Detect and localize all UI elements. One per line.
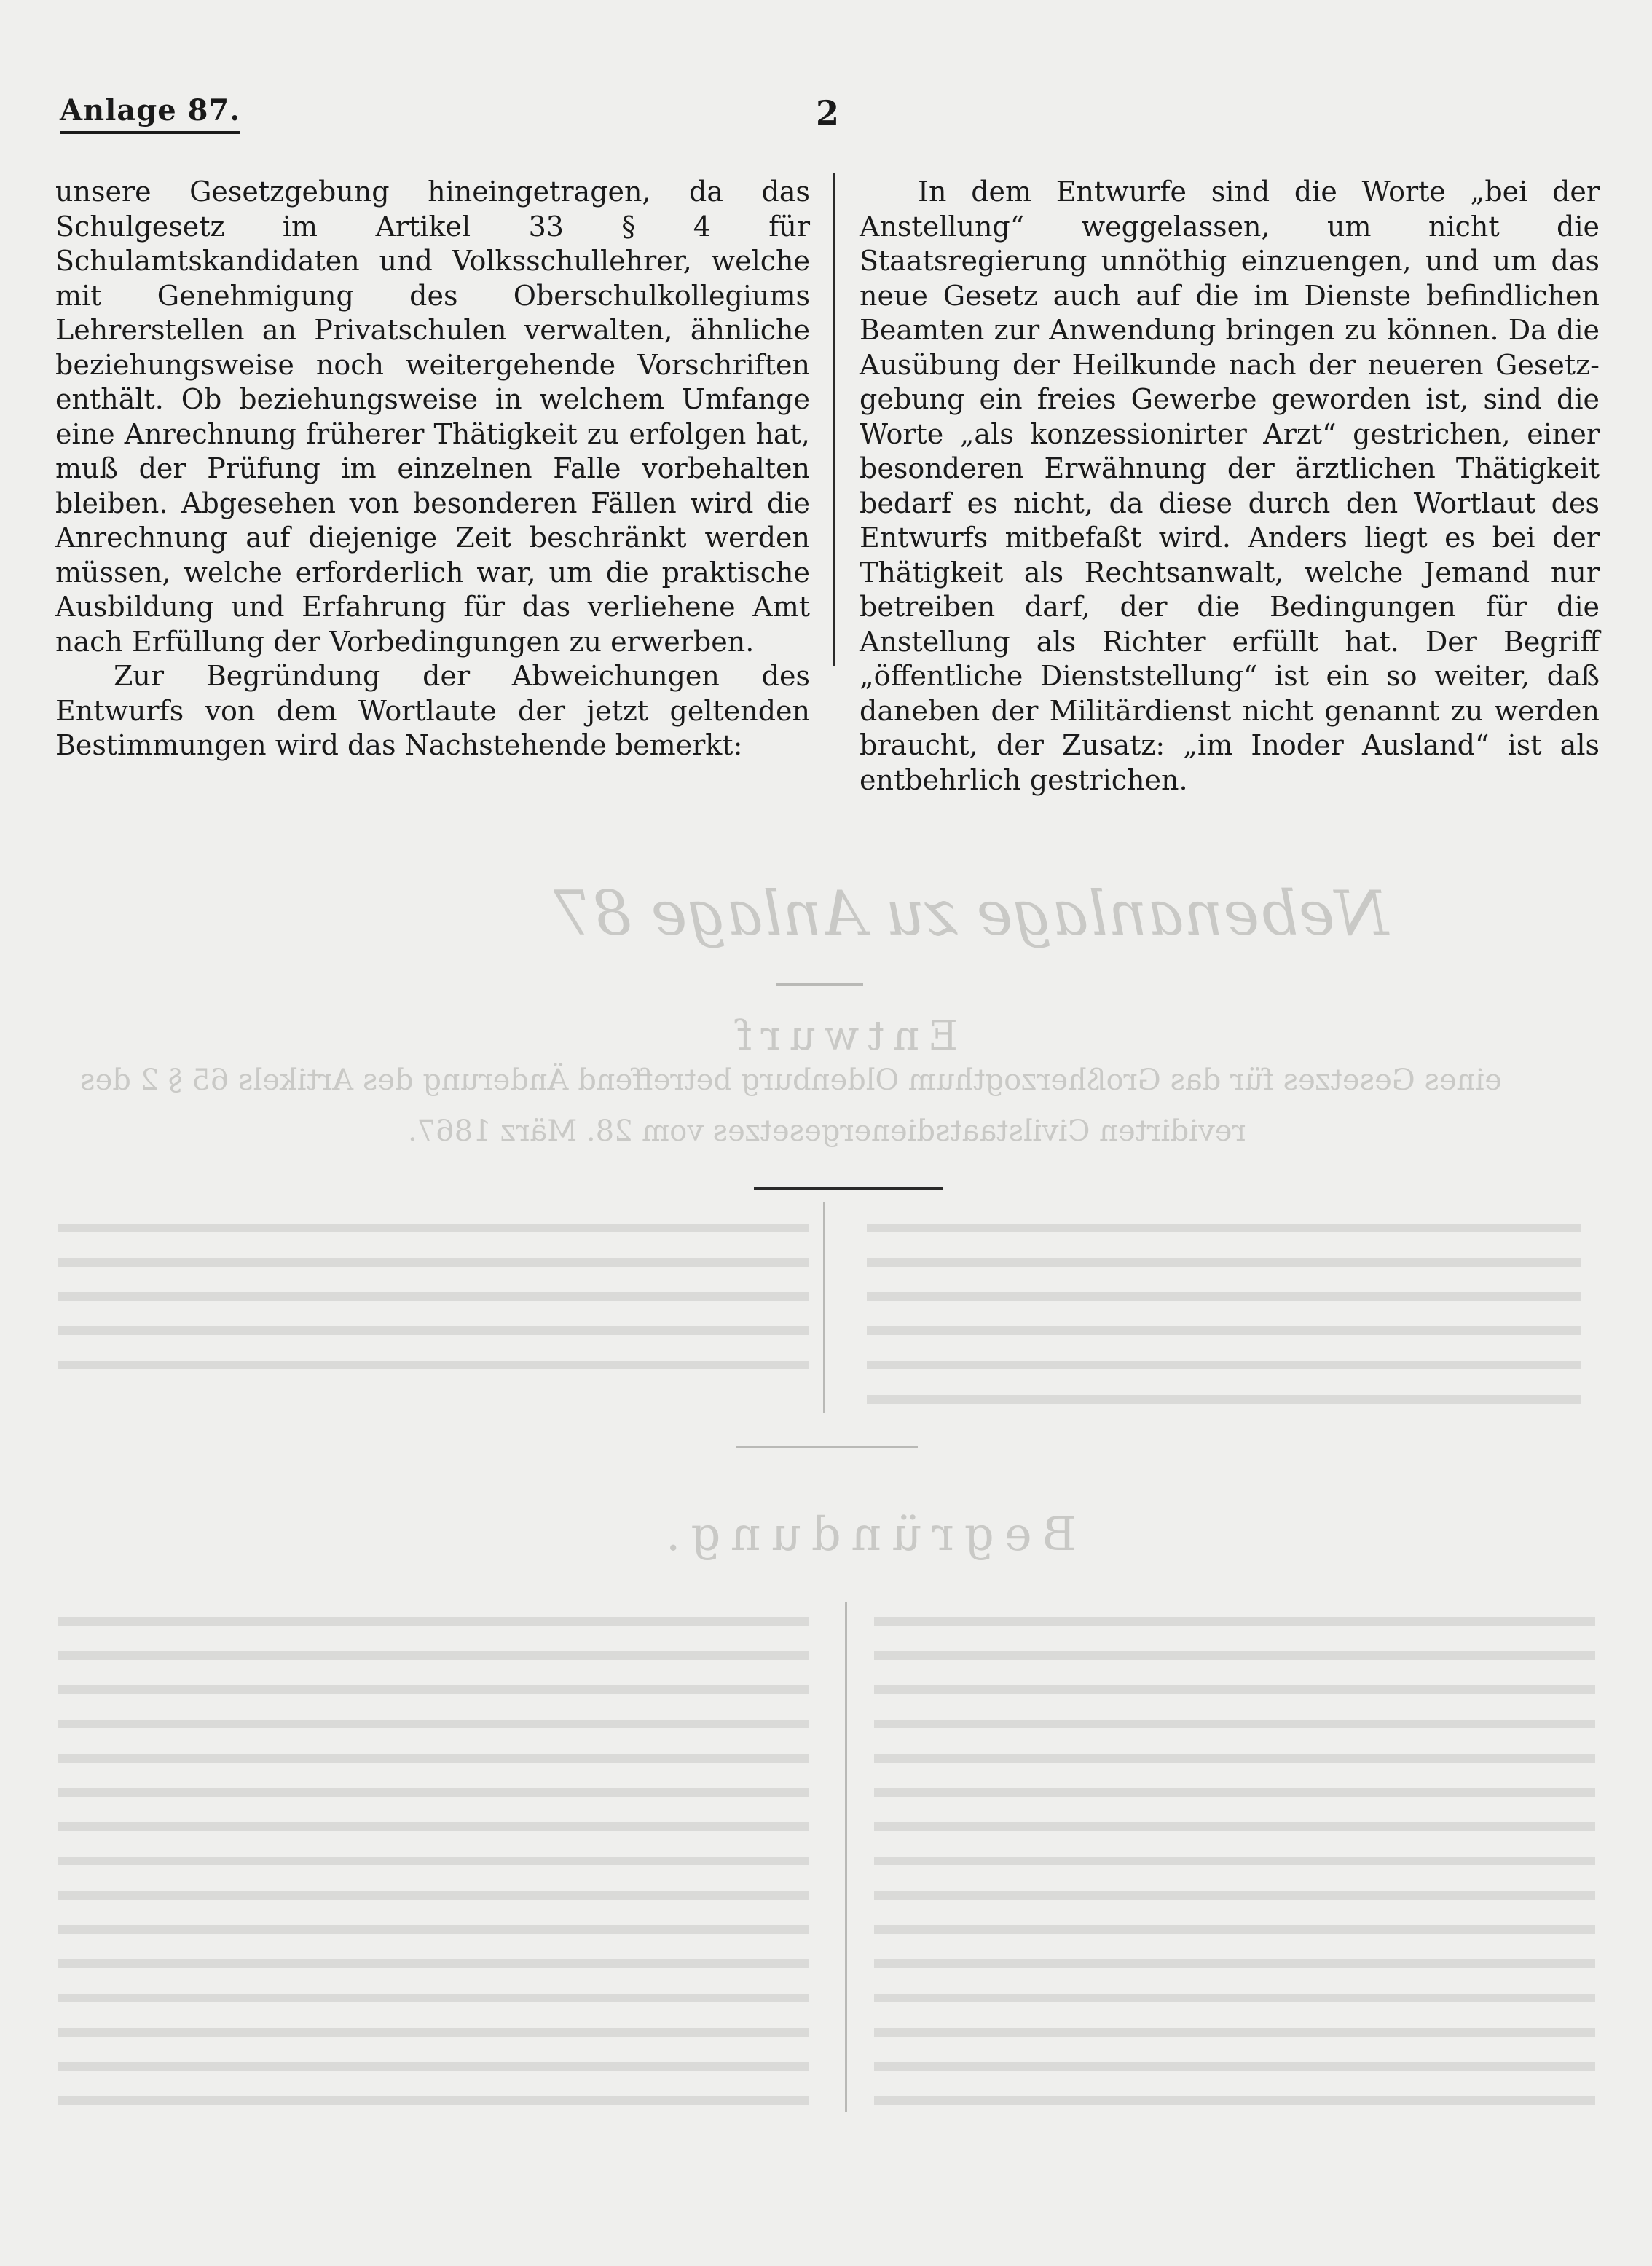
- bleed-through-block: [58, 1209, 809, 1377]
- bleed-through-rule: [823, 1202, 825, 1413]
- bleed-through-rule: [776, 983, 863, 986]
- bleed-through-title: Nebenanlage zu Anlage 87: [554, 878, 1388, 949]
- bleed-through-block: [867, 1209, 1581, 1406]
- page-number: 2: [816, 93, 840, 133]
- bleed-through-line: revidirten Civilstaatsdienergesetzes vom 28. März 1867.: [408, 1114, 1246, 1148]
- left-paragraph-1: unsere Gesetzgebung hineingetragen, da das Schulgesetz im Artikel 33 § 4 für Schulamtskandidaten und Volksschullehrer, welche mit Genehmigung des Oberschulkollegiums Lehrerstellen an Privatschulen verwalten, ähnliche beziehungsweise noch weitergehende Vorschriften enthält. Ob beziehungsweise in welchem Umfange eine Anrechnung früherer Thätigkeit zu erfolgen hat, muß der Prüfung im einzelnen Falle vorbehalten bleiben. Abgesehen von besonderen Fällen wird die Anrechnung auf diejenige Zeit beschränkt werden müssen, welche erforderlich war, um die praktische Ausbildung und Erfahrung für das verliehene Amt nach Erfüllung der Vorbedingungen zu erwerben.: [55, 176, 810, 658]
- bleed-through-rule: [845, 1602, 847, 2112]
- bleed-through-heading: Begründung.: [656, 1508, 1077, 1562]
- annex-label: Anlage 87.: [60, 93, 240, 134]
- right-column: [860, 175, 1600, 798]
- left-column: [55, 175, 810, 763]
- bleed-through-block: [874, 1602, 1595, 2127]
- bleed-through-line: eines Gesetzes für das Großherzogthum Oldenburg betreffend Änderung des Artikels 65 § 2 des: [80, 1063, 1502, 1097]
- right-paragraph-1: In dem Entwurfe sind die Worte „bei der Anstellung“ weggelassen, um nicht die Staatsregierung unnöthig einzuengen, und um das neue Gesetz auch auf die im Dienste befindlichen Beamten zur Anwendung bringen zu können. Da die Ausübung der Heilkunde nach der neueren Gesetzgebung ein freies Gewerbe geworden ist, sind die Worte „als konzessionirter Arzt“ gestrichen, einer besonderen Erwähnung der ärztlichen Thätigkeit bedarf es nicht, da diese durch den Wortlaut des Entwurfs mitbefaßt wird. Anders liegt es bei der Thätigkeit als Rechtsanwalt, welche Jemand nur betreiben darf, der die Bedingungen für die Anstellung als Richter erfüllt hat. Der Begriff „öffentliche Dienststellung“ ist ein so weiter, daß daneben der Militärdienst nicht genannt zu werden braucht, der Zusatz: „im Inoder Ausland“ ist als entbehrlich gestrichen.: [860, 176, 1600, 796]
- left-paragraph-2: Zur Begründung der Abweichungen des Entwurfs von dem Wortlaute der jetzt geltenden Bestimmungen wird das Nachstehende bemerkt:: [55, 660, 810, 761]
- column-divider: [833, 173, 835, 666]
- bleed-through-rule: [754, 1187, 943, 1190]
- bleed-through-block: [58, 1602, 809, 2127]
- bleed-through-subtitle: Entwurf: [728, 1012, 958, 1060]
- bleed-through-rule: [736, 1446, 918, 1448]
